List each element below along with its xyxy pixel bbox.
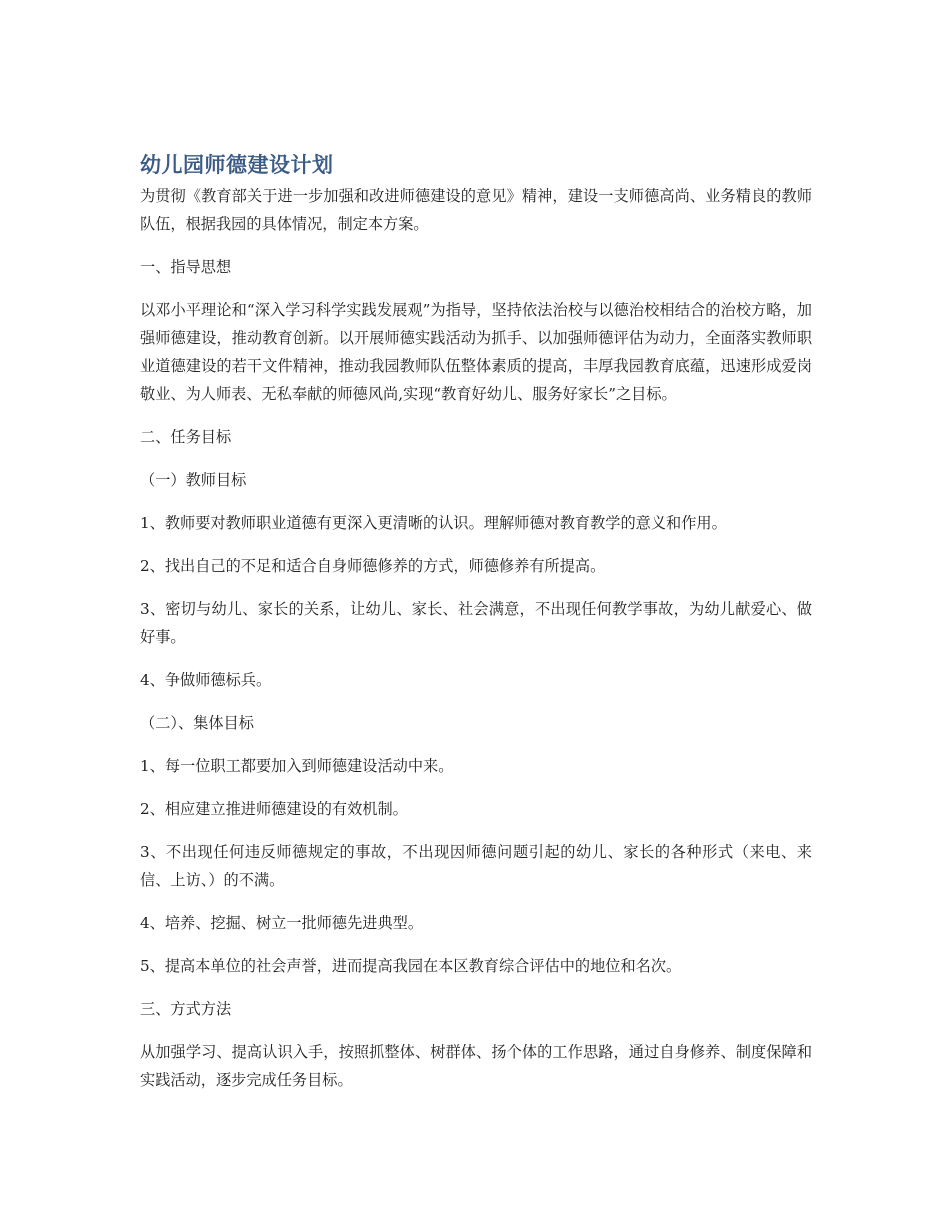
section-heading-guiding-ideology: 一、指导思想 <box>140 258 232 276</box>
document-page <box>140 148 812 1109</box>
intro-paragraph: 为贯彻《教育部关于进一步加强和改进师德建设的意见》精神，建设一支师德高尚、业务精良的教师队伍，根据我园的具体情况，制定本方案。 <box>140 187 812 233</box>
teacher-goal-item: 2、找出自己的不足和适合自身师德修养的方式，师德修养有所提高。 <box>140 557 606 575</box>
subheading-collective-goals: （二）、集体目标 <box>140 714 254 732</box>
section-heading-methods: 三、方式方法 <box>140 1000 232 1018</box>
collective-goal-item: 2、相应建立推进师德建设的有效机制。 <box>140 800 408 818</box>
methods-paragraph: 从加强学习、提高认识入手，按照抓整体、树群体、扬个体的工作思路，通过自身修养、制度保障和实践活动，逐步完成任务目标。 <box>140 1043 812 1089</box>
collective-goal-item: 3、不出现任何违反师德规定的事故，不出现因师德问题引起的幼儿、家长的各种形式（来电、来信、上访、）的不满。 <box>140 843 812 889</box>
section-heading-task-goals: 二、任务目标 <box>140 428 232 446</box>
teacher-goal-item: 3、密切与幼儿、家长的关系，让幼儿、家长、社会满意，不出现任何教学事故，为幼儿献爱心、做好事。 <box>140 600 812 646</box>
collective-goal-item: 4、培养、挖掘、树立一批师德先进典型。 <box>140 914 424 932</box>
collective-goal-item: 1、每一位职工都要加入到师德建设活动中来。 <box>140 757 454 775</box>
teacher-goal-item: 4、争做师德标兵。 <box>140 671 272 689</box>
document-title: 幼儿园师德建设计划 <box>140 153 334 177</box>
subheading-teacher-goals: （一）教师目标 <box>140 471 247 489</box>
teacher-goal-item: 1、教师要对教师职业道德有更深入更清晰的认识。理解师德对教育教学的意义和作用。 <box>140 514 727 532</box>
collective-goal-item: 5、提高本单位的社会声誉，进而提高我园在本区教育综合评估中的地位和名次。 <box>140 957 682 975</box>
guiding-ideology-paragraph: 以邓小平理论和“深入学习科学实践发展观”为指导，坚持依法治校与以德治校相结合的治校方略，加强师德建设，推动教育创新。以开展师德实践活动为抓手、以加强师德评估为动力，全面落实教师职业道德建设的若干文件精神，推动我园教师队伍整体素质的提高，丰厚我园教育底蕴，迅速形成爱岗敬业、为人师表、无私奉献的师德风尚,实现“教育好幼儿、服务好家长”之目标。 <box>140 301 812 403</box>
